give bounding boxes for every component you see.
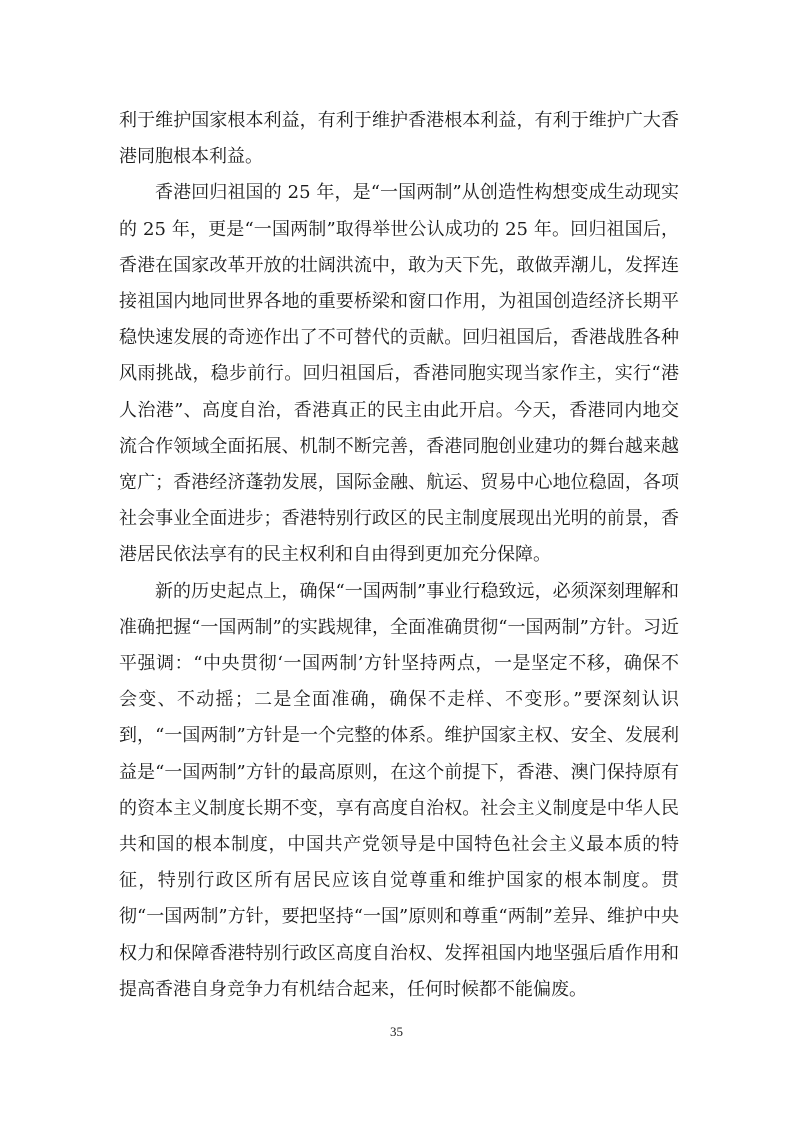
paragraph-continuation: 利于维护国家根本利益，有利于维护香港根本利益，有利于维护广大香港同胞根本利益。 [119,110,679,168]
body-text [119,103,679,1008]
paragraph-hong-kong-return: 香港回归祖国的 25 年，是“一国两制”从创造性构想变成生动现实的 25 年，更是“一国两制”取得举世公认成功的 25 年。回归祖国后，香港在国家改革开放的壮阔洪流中，敢为天下先，敢做弄潮儿，发挥连接祖国内地同世界各地的重要桥梁和窗口作用，为祖国创造经济长期平稳快速发展的奇迹作出了不可替代的贡献。回归祖国后，香港战胜各种风雨挑战，稳步前行。回归祖国后，香港同胞实现当家作主，实行“港人治港”、高度自治，香港真正的民主由此开启。今天，香港同内地交流合作领域全面拓展、机制不断完善，香港同胞创业建功的舞台越来越宽广；香港经济蓬勃发展，国际金融、航运、贸易中心地位稳固，各项社会事业全面进步；香港特别行政区的民主制度展现出光明的前景，香港居民依法享有的民主权利和自由得到更加充分保障。 [119,182,679,566]
page-number: 35 [390,1024,403,1039]
paragraph-one-country-two-systems: 新的历史起点上，确保“一国两制”事业行稳致远，必须深刻理解和准确把握“一国两制”的实践规律，全面准确贯彻“一国两制”方针。习近平强调：“中央贯彻‘一国两制’方针坚持两点，一是坚定不移，确保不会变、不动摇；二是全面准确，确保不走样、不变形。”要深刻认识到，“一国两制”方针是一个完整的体系。维护国家主权、安全、发展利益是“一国两制”方针的最高原则，在这个前提下，香港、澳门保持原有的资本主义制度长期不变，享有高度自治权。社会主义制度是中华人民共和国的根本制度，中国共产党领导是中国特色社会主义最本质的特征，特别行政区所有居民应该自觉尊重和维护国家的根本制度。贯彻“一国两制”方针，要把坚持“一国”原则和尊重“两制”差异、维护中央权力和保障香港特别行政区高度自治权、发挥祖国内地坚强后盾作用和提高香港自身竞争力有机结合起来，任何时候都不能偏废。 [119,580,679,1000]
